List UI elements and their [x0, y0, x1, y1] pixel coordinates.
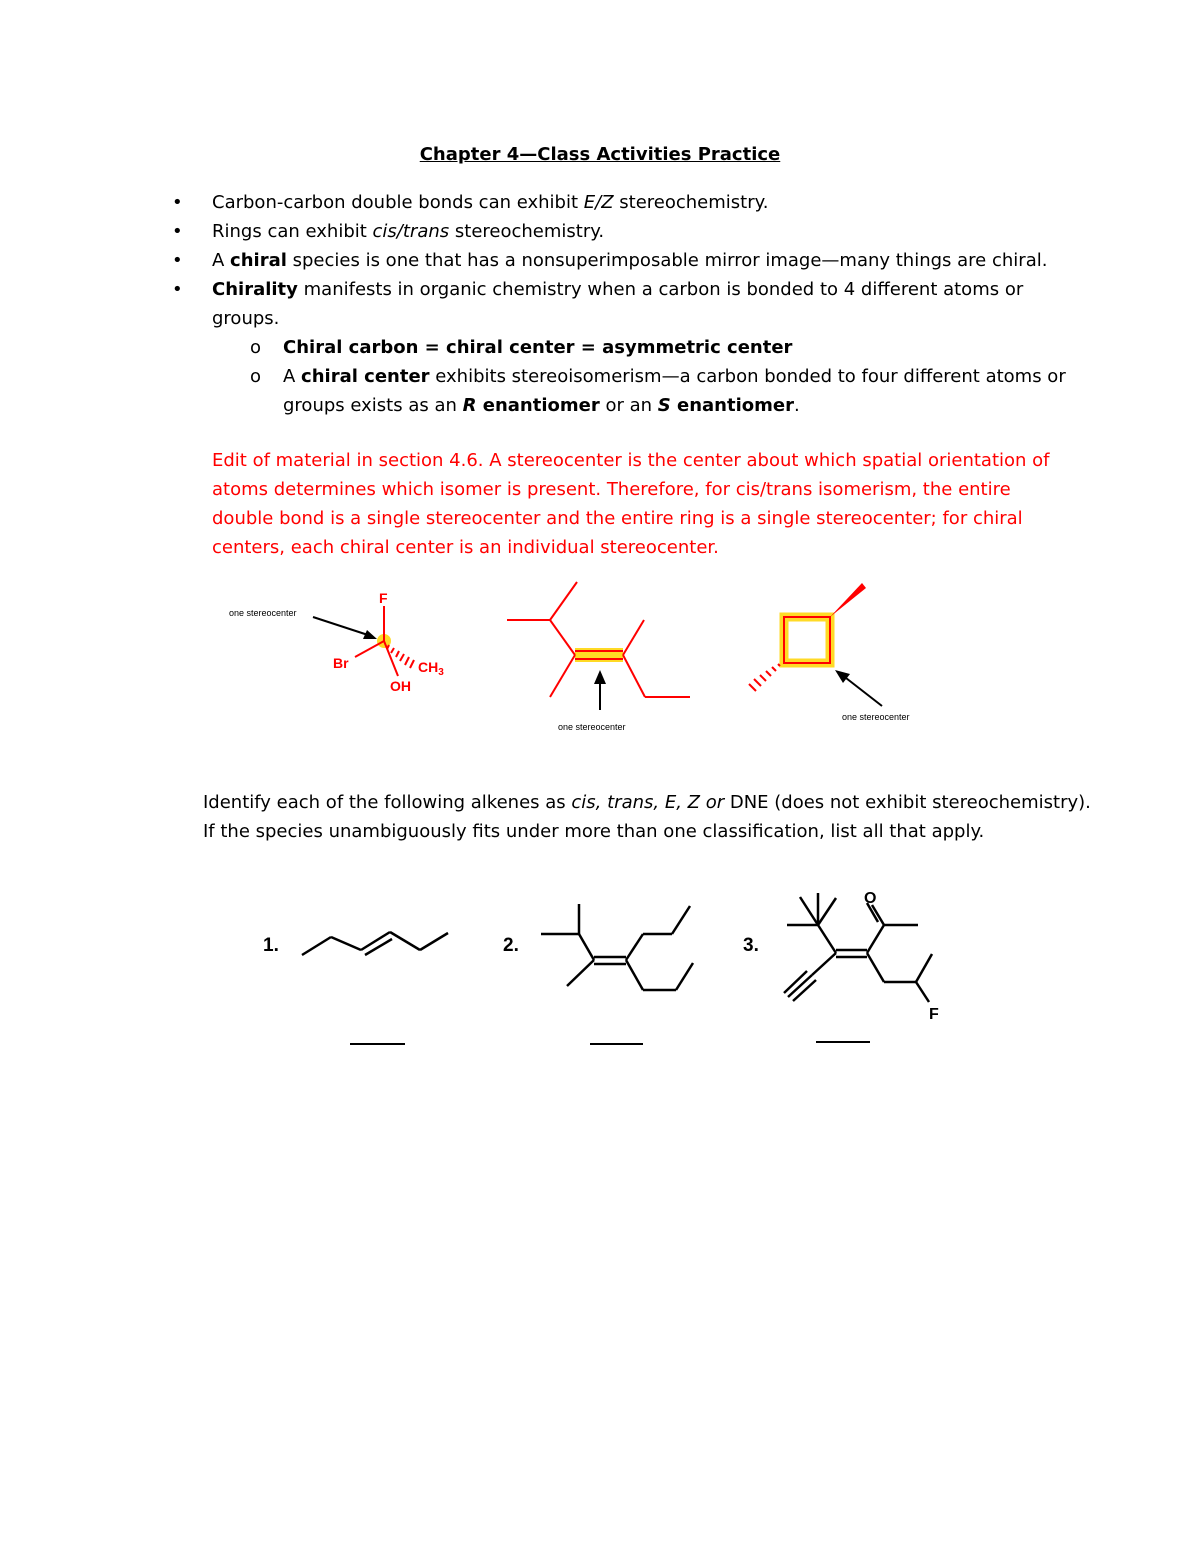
bullet-marker: • [172, 279, 183, 300]
bond-line [800, 897, 818, 925]
instruction-text: DNE (does not exhibit stereochemistry). If the species unambiguously fits under more than one classification, list all that apply. [203, 792, 1091, 842]
bond-line [626, 960, 643, 990]
bond-line [812, 953, 836, 975]
bond-line [361, 932, 390, 950]
stereocenter-label: one stereocenter [842, 712, 910, 722]
sub-bullet-marker: o [250, 366, 262, 387]
bond-line [818, 898, 836, 925]
bullet-text: Rings can exhibit [212, 221, 373, 242]
bond-line [420, 933, 448, 950]
stereocenter-label: one stereocenter [558, 722, 626, 732]
problem-number: 2. [503, 935, 519, 956]
bond-line [676, 963, 693, 990]
atom-label-ch3: $CH_3$ [418, 659, 444, 678]
sub-bullet-text-bold: chiral center [301, 366, 430, 387]
sub-bullet-text-bold: Chiral carbon = chiral center = asymmetric center [283, 337, 793, 358]
bullet-text-italic: cis/trans [372, 221, 450, 242]
bond-line [579, 934, 594, 960]
sub-bullet-text-bold: enantiomer [670, 395, 794, 416]
bond-line [365, 939, 392, 955]
atom-label-br: Br [333, 655, 349, 671]
red-edit-note: Edit of material in section 4.6. A stereocenter is the center about which spatial orientation of atoms determines which isomer is present. Therefore, for cis/trans isomerism, the entire double bond is a single stereocenter and the entire ring is a single stereocenter; for chiral centers, each chiral center is an individual stereocenter. [212, 450, 1050, 558]
page-title: Chapter 4—Class Activities Practice [419, 144, 781, 165]
instruction-text-italic: cis, trans, E, Z or [571, 792, 725, 813]
bond-line [390, 932, 420, 950]
bond-line [916, 954, 932, 982]
atom-label-f: F [379, 590, 388, 606]
bond-line [672, 906, 690, 934]
bond-line [626, 934, 643, 960]
stereocenter-label: one stereocenter [229, 608, 297, 618]
bond-line [567, 960, 594, 986]
problem-3 [743, 890, 939, 1042]
sub-bullet-text-bold-italic: S [657, 395, 671, 416]
bond-line [302, 937, 331, 955]
problem-number: 3. [743, 935, 759, 956]
bond-line [867, 953, 884, 982]
sub-bullet-text: A [283, 366, 302, 387]
bullet-text: Carbon-carbon double bonds can exhibit [212, 192, 584, 213]
bullet-text: manifests in organic chemistry when a carbon is bonded to 4 different atoms or groups. [212, 279, 1024, 329]
sub-bullet-marker: o [250, 337, 262, 358]
sub-bullet-text: . [793, 395, 800, 416]
problem-number: 1. [263, 935, 279, 956]
sub-bullet-text: exhibits stereoisomerism—a carbon bonded to four different atoms or groups exists as an [283, 366, 1066, 416]
sub-bullet-text-bold-italic: R [462, 395, 477, 416]
atom-label-o: O [864, 890, 877, 907]
sub-bullet-text: or an [599, 395, 658, 416]
bullet-text-bold: Chirality [212, 279, 298, 300]
bullet-text: stereochemistry. [449, 221, 605, 242]
bullet-text-italic: E/Z [583, 192, 614, 213]
bullet-text-bold: chiral [230, 250, 287, 271]
atom-label-oh: OH [390, 678, 411, 694]
instruction-text: Identify each of the following alkenes as [203, 792, 572, 813]
bond-line [818, 925, 836, 953]
bond-line [867, 925, 884, 953]
bond-line [916, 982, 929, 1002]
bullet-text: stereochemistry. [613, 192, 769, 213]
atom-label-f: F [929, 1006, 939, 1023]
bullet-marker: • [172, 250, 183, 271]
bond-line [331, 937, 361, 950]
bullet-marker: • [172, 221, 183, 242]
problem-1 [263, 932, 448, 1044]
bullet-text: A [212, 250, 231, 271]
bullet-marker: • [172, 192, 183, 213]
problem-2 [503, 904, 693, 1044]
bullet-text: species is one that has a nonsuperimposable mirror image—many things are chiral. [286, 250, 1048, 271]
sub-bullet-text-bold: enantiomer [476, 395, 600, 416]
